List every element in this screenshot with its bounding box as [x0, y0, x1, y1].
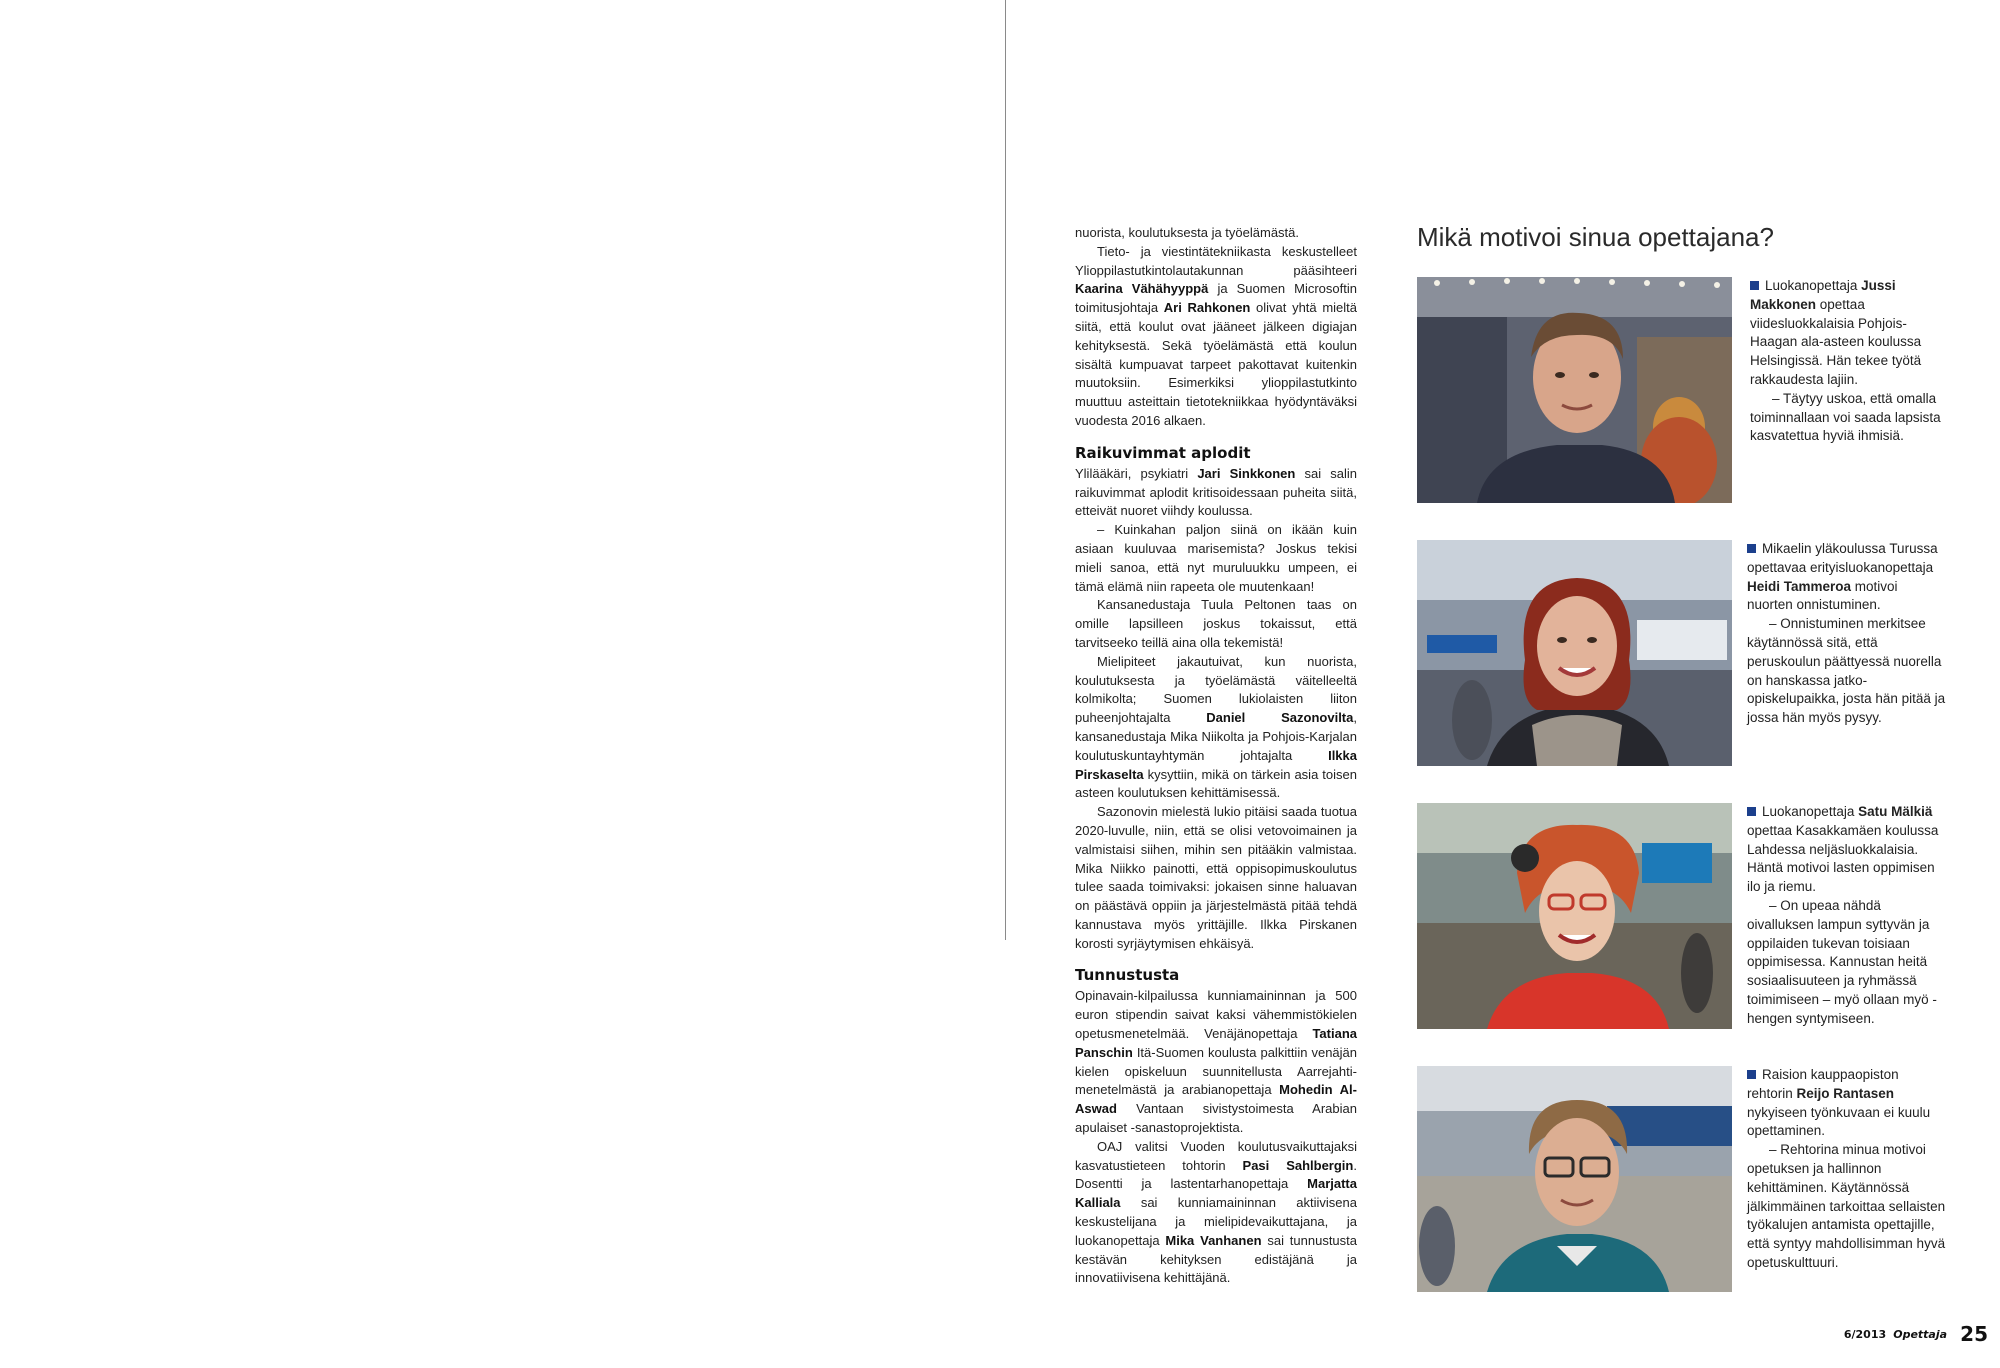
article-paragraph: OAJ valitsi Vuoden koulutusvaikuttajaksi kasvatustieteen tohtorin Pasi Sahlbergin. Dosentti ja lastentarhanopettaja Marjatta Kalliala sai kunniamaininnan aktiivisena keskustelijana ja mielipidevaikuttajana, ja luokanopettaja Mika Vanhanen sai tunnustusta kestävän kehityksen edistäjänä ja innovatiivisena kehittäjänä.: [1075, 1138, 1358, 1286]
square-bullet-icon: [1747, 807, 1756, 816]
caption-text: Raision kauppaopiston rehtorin Reijo Rantasen nykyiseen työnkuvaan ei kuulu opettaminen.: [1747, 1067, 1931, 1139]
page-footer: [1844, 1322, 1988, 1346]
article-paragraph: Kansanedustaja Tuula Peltonen taas on omille lapsilleen joskus tokaissut, että tarvitseeko teillä aina olla tekemistä!: [1075, 597, 1357, 650]
article-paragraph: nuorista, koulutuksesta ja työelämästä.: [1075, 225, 1300, 240]
teacher-photo-reijo: [1417, 1066, 1732, 1292]
teacher-photo-heidi: [1417, 540, 1732, 766]
article-paragraph: – Kuinkahan paljon siinä on ikään kuin asiaan kuuluvaa marisemista? Joskus tekisi mieli sanoa, että nyt muruluukku umpeen, ei tämä elämä niin rapeeta ole muutenkaan!: [1075, 522, 1357, 594]
teacher-profile-2: [1417, 540, 1947, 768]
square-bullet-icon: [1747, 544, 1756, 553]
page-number: 25: [1960, 1322, 1988, 1346]
caption-quote: – On upeaa nähdä oivalluksen lampun syttyvän ja oppilaiden tukevan toisiaan oppimisessa. Kannustan heitä sosiaalisuuteen ja ryhmässä toimimiseen – myö ollaan myö -hengen syntymiseen.: [1747, 897, 1937, 1026]
magazine-name: Opettaja: [1893, 1328, 1948, 1341]
article-paragraph: Ylilääkäri, psykiatri Jari Sinkkonen sai salin raikuvimmat aplodit kritisoidessaan puheita siitä, etteivät nuoret viihdy koulussa.: [1075, 465, 1357, 519]
teacher-photo-satu: [1417, 803, 1732, 1029]
caption-text: Luokanopettaja Jussi Makkonen opettaa viidesluokkalaisia Pohjois-Haagan ala-asteen koulussa Helsingissä. Hän tekee työtä rakkaudesta lajiin.: [1750, 278, 1922, 387]
article-paragraph: Mielipiteet jakautuivat, kun nuorista, koulutuksesta ja työelämästä väitelleeltä kolmikolta; Suomen lukiolaisten liiton puheenjohtajalta Daniel Sazonovilta, kansanedustaja Mika Niikolta ja Pohjois-Karjalan koulutuskuntayhtymän johtajalta Ilkka Pirskaselta kysyttiin, mikä on tärkein asia toisen asteen koulutuksen kehittämisessä.: [1075, 653, 1357, 801]
issue-number: 6/2013: [1843, 1328, 1887, 1341]
article-paragraph: Opinavain-kilpailussa kunniamaininnan ja 500 euron stipendin saivat kaksi vähemmistökielen opetusmenetelmää. Venäjänopettaja Tatiana Panschin Itä-Suomen koulusta palkittiin venäjän kielen opiskeluun suunnitellusta Aarrejahti-menetelmästä ja arabianopettaja Mohedin Al-Aswad Vantaan sivistystoimesta Arabian apulaiset -sanastoprojektista.: [1075, 988, 1357, 1136]
caption-quote: – Rehtorina minua motivoi opetuksen ja hallinnon kehittäminen. Käytännössä jälkimmäinen tarkoittaa sellaisten työkalujen antamista opettajille, että syntyy mahdollisimman hyvä opetuskulttuuri.: [1747, 1142, 1946, 1270]
teacher-caption-heidi: [1747, 540, 1947, 728]
teacher-caption-satu: [1747, 803, 1947, 1029]
teacher-caption-reijo: [1747, 1066, 1947, 1273]
caption-quote: – Onnistuminen merkitsee käytännössä sitä, että peruskoulun päättyessä nuorella on hanskassa jatko-opiskelupaikka, josta hän pitää ja jossa hän myös pysyy.: [1747, 616, 1946, 726]
teacher-photo-jussi: [1417, 277, 1732, 503]
article-paragraph: Sazonovin mielestä lukio pitäisi saada tuotua 2020-luvulle, niin, että se olisi vetovoimainen ja valmistaisi siihen, mihin sen pitääkin valmistaa. Mika Niikko painotti, että oppisopimuskoulutus tulee saada toimivaksi: jokaisen sinne haluavan on päästävä oppiin ja järjestelmästä pitää tehdä kannustava myös yrittäjille. Ilkka Pirskanen korosti syrjäytymisen ehkäisyä.: [1075, 804, 1357, 951]
page-gutter-line: [1005, 0, 1006, 940]
sidebar-title: Mikä motivoi sinua opettajana?: [1417, 222, 1774, 252]
article-paragraph: Tieto- ja viestintätekniikasta keskustelleet Ylioppilastutkintolautakunnan pääsihteeri Kaarina Vähähyyppä ja Suomen Microsoftin toimitusjohtaja Ari Rahkonen olivat yhtä mieltä siitä, että koulut ovat jääneet jälkeen digiajan kehityksestä. Sekä työelämästä että koulun sisältä kumpuavat tarpeet pakottavat kuitenkin muutoksiin. Esimerkiksi ylioppilastutkinto muuttuu asteittain tietotekniikkaa hyödyntäväksi vuodesta 2016 alkaen.: [1075, 243, 1358, 428]
article-column: [1075, 224, 1357, 1288]
square-bullet-icon: [1750, 281, 1759, 290]
teacher-profile-3: [1417, 803, 1947, 1031]
subheading-raikuvimmat: Raikuvimmat aplodit: [1075, 443, 1251, 462]
square-bullet-icon: [1747, 1070, 1756, 1079]
caption-text: Mikaelin yläkoulussa Turussa opettavaa erityisluokanopettaja Heidi Tammeroa motivoi nuorten onnistuminen.: [1747, 541, 1938, 613]
subheading-tunnustusta: Tunnustusta: [1075, 966, 1180, 985]
caption-quote: – Täytyy uskoa, että omalla toiminnallaan voi saada lapsista kasvatettua hyviä ihmisiä.: [1750, 390, 1941, 444]
teacher-caption-jussi: [1750, 277, 1950, 446]
teacher-profile-1: [1417, 277, 1947, 505]
teacher-profile-4: [1417, 1066, 1947, 1294]
caption-text: Luokanopettaja Satu Mälkiä opettaa Kasakkamäen koulussa Lahdessa neljäsluokkalaisia. Häntä motivoi lasten oppimisen ilo ja riemu.: [1747, 804, 1939, 895]
